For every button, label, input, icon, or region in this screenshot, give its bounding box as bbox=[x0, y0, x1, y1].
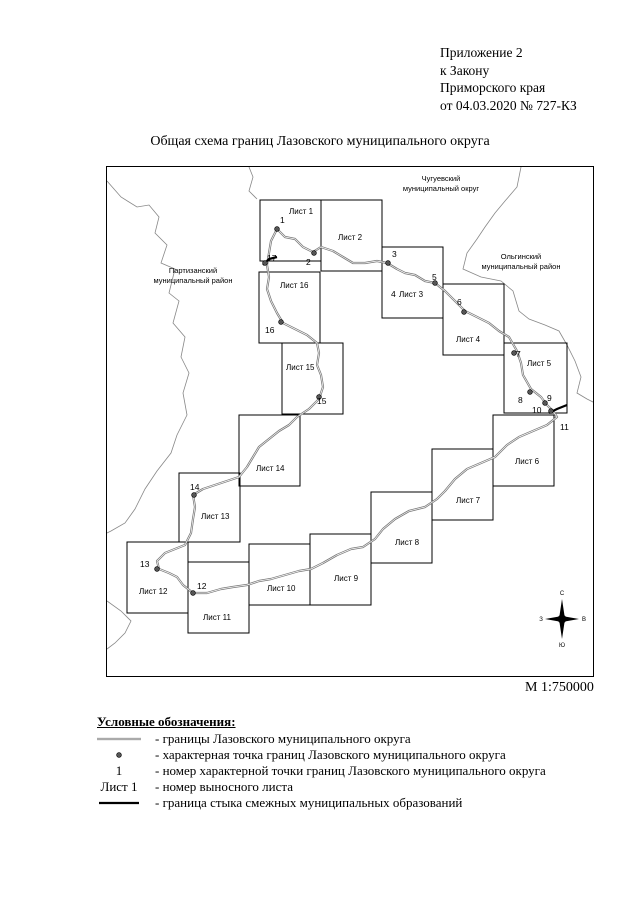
boundary-map bbox=[107, 167, 594, 677]
point-9-label: 9 bbox=[547, 393, 552, 403]
point-6-label: 6 bbox=[457, 297, 462, 307]
point-12-label: 12 bbox=[197, 581, 207, 591]
legend bbox=[97, 714, 546, 811]
point-17-label: 17 bbox=[267, 253, 277, 263]
compass-crossbar bbox=[545, 616, 579, 622]
annex-header bbox=[440, 44, 577, 114]
compass-north: С bbox=[559, 591, 565, 597]
map-frame bbox=[106, 166, 594, 677]
compass-south: Ю bbox=[558, 643, 566, 649]
point-14-marker bbox=[192, 493, 197, 498]
sheet-13-frame bbox=[179, 473, 240, 542]
point-8-label: 8 bbox=[518, 395, 523, 405]
point-5-label: 5 bbox=[432, 272, 437, 282]
point-16-label: 16 bbox=[265, 325, 275, 335]
legend-row-boundary bbox=[97, 731, 411, 747]
sheet-11-frame bbox=[188, 562, 249, 633]
point-6-marker bbox=[462, 310, 467, 315]
sheet-14-frame bbox=[239, 415, 300, 486]
sheet-11-label: Лист 11 bbox=[203, 613, 231, 622]
sheet-4-frame bbox=[443, 284, 504, 355]
point-1-label: 1 bbox=[280, 215, 285, 225]
sheet-7-frame bbox=[432, 449, 493, 520]
point-16-marker bbox=[279, 320, 284, 325]
point-2-label: 2 bbox=[306, 257, 311, 267]
characteristic-point-symbol bbox=[97, 747, 141, 763]
legend-row-point-number bbox=[97, 763, 546, 779]
point-13-label: 13 bbox=[140, 559, 150, 569]
point-3-label: 3 bbox=[392, 249, 397, 259]
page-title: Общая схема границ Лазовского муниципального округа bbox=[150, 134, 490, 149]
legend-row-point bbox=[97, 747, 506, 763]
sheet-15-label: Лист 15 bbox=[286, 363, 315, 372]
compass-rose bbox=[539, 591, 586, 649]
annex-line-2: к Закону bbox=[440, 62, 490, 78]
sheet-7-label: Лист 7 bbox=[456, 496, 481, 505]
point-15-label: 15 bbox=[317, 396, 327, 406]
legend-boundary-text: - границы Лазовского муниципального округа bbox=[155, 731, 411, 746]
sheet-16-label: Лист 16 bbox=[280, 281, 309, 290]
point-13-marker bbox=[155, 567, 160, 572]
sheet-13-label: Лист 13 bbox=[201, 512, 230, 521]
point-3-marker bbox=[386, 261, 391, 266]
legend-row-sheet bbox=[97, 779, 293, 795]
sheet-1-label: Лист 1 bbox=[289, 207, 314, 216]
annex-line-3: Приморского края bbox=[440, 80, 546, 95]
point-14-label: 14 bbox=[190, 482, 200, 492]
sheet-14-label: Лист 14 bbox=[256, 464, 285, 473]
junction-line-symbol bbox=[97, 795, 141, 811]
point-8-marker bbox=[528, 390, 533, 395]
sheet-15-frame bbox=[282, 343, 343, 414]
sheet-9-label: Лист 9 bbox=[334, 574, 359, 583]
sheet-5-label: Лист 5 bbox=[527, 359, 552, 368]
legend-point-text: - характерная точка границ Лазовского муниципального округа bbox=[155, 747, 506, 762]
point-7-label: 7 bbox=[516, 349, 521, 359]
point-4-label: 4 bbox=[391, 289, 396, 299]
olginsky-label-2: муниципальный район bbox=[481, 262, 561, 271]
sheet-12-label: Лист 12 bbox=[139, 587, 168, 596]
sheet-number-symbol: Лист 1 bbox=[100, 779, 138, 794]
sheet-8-frame bbox=[371, 492, 432, 563]
sheet-6-label: Лист 6 bbox=[515, 457, 540, 466]
annex-line-1: Приложение 2 bbox=[440, 45, 523, 60]
compass-west: З bbox=[539, 617, 543, 623]
point-number-symbol: 1 bbox=[115, 763, 123, 778]
chuguevsky-label-1: Чугуевский bbox=[421, 174, 461, 183]
legend-title: Условные обозначения: bbox=[97, 714, 236, 729]
olginsky-label-1: Ольгинский bbox=[500, 252, 542, 261]
west-district-boundary bbox=[107, 181, 189, 533]
point-10-label: 10 bbox=[532, 405, 542, 415]
legend-sheet-text: - номер выносного листа bbox=[155, 779, 293, 794]
point-2-marker bbox=[312, 251, 317, 256]
sheet-4-label: Лист 4 bbox=[456, 335, 481, 344]
legend-row-junction bbox=[97, 795, 463, 811]
sheet-9-frame bbox=[310, 534, 371, 605]
sheet-8-label: Лист 8 bbox=[395, 538, 420, 547]
boundary-line-symbol bbox=[97, 731, 141, 747]
compass-east: В bbox=[581, 617, 587, 623]
sheet-10-frame bbox=[249, 544, 310, 605]
point-1-marker bbox=[275, 227, 280, 232]
annex-line-4: от 04.03.2020 № 727-КЗ bbox=[440, 97, 577, 113]
chuguevsky-label-2: муниципальный округ bbox=[402, 184, 480, 193]
sheet-2-label: Лист 2 bbox=[338, 233, 363, 242]
point-12-marker bbox=[191, 591, 196, 596]
legend-junction-text: - граница стыка смежных муниципальных образований bbox=[155, 795, 463, 810]
partizansky-label-1: Партизанский bbox=[168, 266, 218, 275]
sheet-3-label: Лист 3 bbox=[399, 290, 424, 299]
legend-point-number-text: - номер характерной точки границ Лазовского муниципального округа bbox=[155, 763, 546, 778]
sheet-10-label: Лист 10 bbox=[267, 584, 296, 593]
partizansky-label-2: муниципальный район bbox=[153, 276, 233, 285]
point-10-marker bbox=[549, 409, 554, 414]
north-district-boundary bbox=[249, 167, 257, 199]
map-scale: М 1:750000 bbox=[525, 680, 594, 695]
sheet-12-frame bbox=[127, 542, 188, 613]
point-11-label: 11 bbox=[560, 422, 569, 432]
